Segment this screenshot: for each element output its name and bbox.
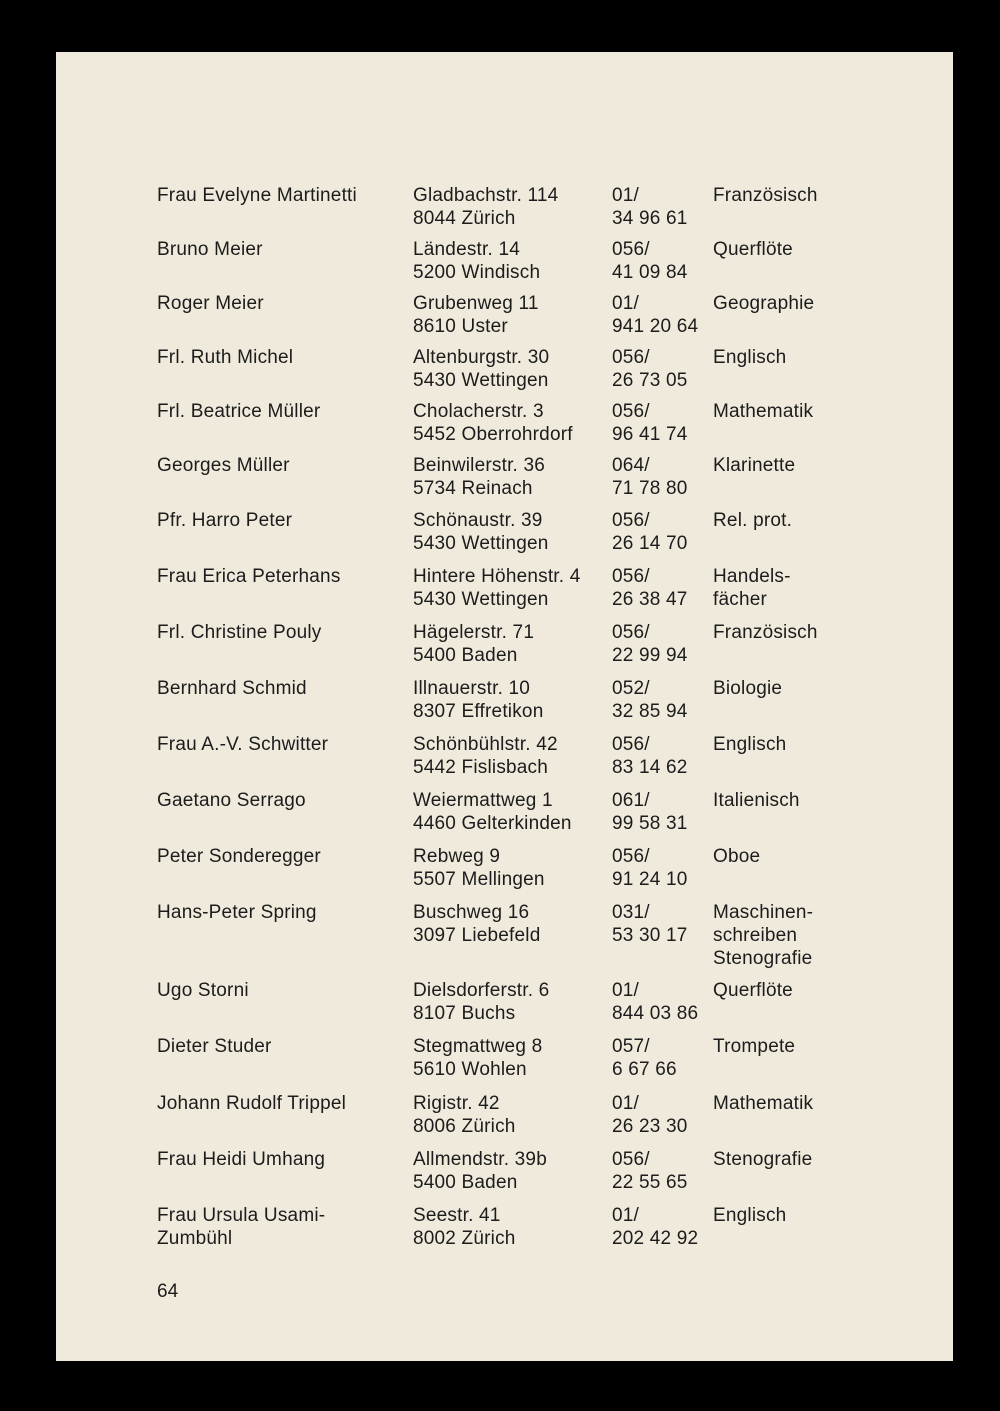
entry-name [157, 901, 317, 924]
entry-subject [713, 733, 786, 756]
entry-name-line: Pfr. Harro Peter [157, 510, 293, 531]
entry-subject-line: Mathematik [713, 401, 814, 422]
directory-entry [157, 238, 857, 292]
entry-subject-line: Rel. prot. [713, 510, 793, 531]
entry-address-line: Seestr. 41 [413, 1205, 501, 1226]
entry-name-line: Bruno Meier [157, 239, 263, 260]
directory-entry [157, 509, 857, 565]
entry-phone-line: 26 23 30 [612, 1116, 688, 1137]
entry-subject [713, 677, 782, 700]
entry-address-line: Rigistr. 42 [413, 1093, 500, 1114]
entry-phone-line: 41 09 84 [612, 262, 688, 283]
entry-phone-line: 064/ [612, 455, 650, 476]
entry-phone-line: 056/ [612, 1149, 650, 1170]
entry-address-line: 8107 Buchs [413, 1003, 516, 1024]
directory-entry [157, 1092, 857, 1148]
entry-phone-line: 91 24 10 [612, 869, 688, 890]
entry-name [157, 400, 320, 423]
entry-name [157, 845, 321, 868]
entry-phone-line: 22 55 65 [612, 1172, 688, 1193]
entry-name [157, 677, 307, 700]
entry-address-line: 8002 Zürich [413, 1228, 516, 1249]
entry-address-line: 5442 Fislisbach [413, 757, 549, 778]
entry-subject [713, 845, 760, 868]
entry-phone-line: 99 58 31 [612, 813, 688, 834]
directory-entry [157, 845, 857, 901]
directory-entry [157, 1204, 857, 1260]
entry-subject [713, 1148, 812, 1171]
entry-name [157, 1035, 272, 1058]
entry-name-line: Frau Heidi Umhang [157, 1149, 326, 1170]
entry-phone-line: 01/ [612, 980, 640, 1001]
entry-subject-line: Englisch [713, 734, 787, 755]
entry-name [157, 621, 322, 644]
entry-address [413, 565, 581, 611]
entry-address-line: Illnauerstr. 10 [413, 678, 531, 699]
entry-address-line: 5507 Mellingen [413, 869, 545, 890]
entry-subject [713, 901, 813, 970]
entry-address-line: Hintere Höhenstr. 4 [413, 566, 581, 587]
entry-address [413, 1035, 542, 1081]
entry-phone-line: 844 03 86 [612, 1003, 699, 1024]
entry-phone-line: 6 67 66 [612, 1059, 677, 1080]
entry-subject-line: Französisch [713, 622, 818, 643]
entry-address-line: 5200 Windisch [413, 262, 541, 283]
entry-name-line: Frau Ursula Usami- [157, 1205, 326, 1226]
entry-name [157, 1204, 325, 1250]
entry-phone [612, 1035, 677, 1081]
entry-name [157, 1092, 346, 1115]
directory-entry [157, 565, 857, 621]
entry-name [157, 292, 264, 315]
entry-address-line: Altenburgstr. 30 [413, 347, 550, 368]
entry-address [413, 901, 540, 947]
entry-phone-line: 32 85 94 [612, 701, 688, 722]
entry-address-line: Schönbühlstr. 42 [413, 734, 558, 755]
directory-entry [157, 292, 857, 346]
entry-address-line: 8307 Effretikon [413, 701, 544, 722]
entry-name [157, 509, 292, 532]
entry-phone-line: 061/ [612, 790, 650, 811]
entry-subject-line: schreiben [713, 925, 798, 946]
entry-address-line: 8006 Zürich [413, 1116, 516, 1137]
entry-subject [713, 1092, 813, 1115]
directory-entry [157, 621, 857, 677]
entry-address [413, 845, 545, 891]
entry-address [413, 346, 549, 392]
page-number: 64 [157, 1281, 179, 1302]
directory-entry [157, 733, 857, 789]
entry-subject-line: Trompete [713, 1036, 796, 1057]
entry-phone [612, 346, 688, 392]
entry-phone [612, 789, 688, 835]
entry-phone [612, 565, 688, 611]
entry-phone-line: 052/ [612, 678, 650, 699]
directory-entry [157, 1148, 857, 1204]
entry-subject-line: Klarinette [713, 455, 796, 476]
entry-phone [612, 184, 688, 230]
entry-name-line: Bernhard Schmid [157, 678, 307, 699]
entry-address-line: Beinwilerstr. 36 [413, 455, 546, 476]
directory-list [157, 184, 857, 1260]
entry-name [157, 238, 263, 261]
entry-address-line: 8044 Zürich [413, 208, 516, 229]
entry-phone-line: 056/ [612, 510, 650, 531]
entry-phone [612, 238, 688, 284]
entry-subject-line: Englisch [713, 1205, 787, 1226]
directory-entry [157, 789, 857, 845]
entry-name-line: Hans-Peter Spring [157, 902, 317, 923]
entry-phone-line: 056/ [612, 846, 650, 867]
entry-address [413, 292, 539, 338]
entry-address-line: 5734 Reinach [413, 478, 533, 499]
directory-entry [157, 677, 857, 733]
entry-address-line: Allmendstr. 39b [413, 1149, 547, 1170]
entry-phone-line: 01/ [612, 1093, 640, 1114]
entry-name [157, 454, 290, 477]
directory-entry [157, 454, 857, 509]
entry-address [413, 621, 534, 667]
entry-phone-line: 53 30 17 [612, 925, 688, 946]
entry-address-line: Grubenweg 11 [413, 293, 539, 314]
entry-subject [713, 184, 818, 207]
entry-phone-line: 96 41 74 [612, 424, 688, 445]
entry-phone-line: 26 38 47 [612, 589, 688, 610]
entry-phone [612, 292, 698, 338]
entry-name-line: Georges Müller [157, 455, 290, 476]
entry-address-line: 5400 Baden [413, 645, 518, 666]
entry-address [413, 454, 545, 500]
entry-subject-line: Querflöte [713, 239, 793, 260]
entry-subject [713, 565, 791, 611]
entry-phone-line: 83 14 62 [612, 757, 688, 778]
entry-address [413, 789, 572, 835]
entry-address-line: Cholacherstr. 3 [413, 401, 544, 422]
entry-phone [612, 677, 688, 723]
entry-name-line: Frau Erica Peterhans [157, 566, 341, 587]
entry-address-line: 5452 Oberrohrdorf [413, 424, 573, 445]
entry-address-line: 5400 Baden [413, 1172, 518, 1193]
entry-address-line: 5430 Wettingen [413, 533, 549, 554]
entry-subject-line: Stenografie [713, 1149, 813, 1170]
entry-subject [713, 1204, 786, 1227]
entry-phone [612, 1092, 688, 1138]
entry-phone-line: 056/ [612, 734, 650, 755]
entry-phone [612, 509, 688, 555]
entry-address [413, 733, 558, 779]
entry-name-line: Roger Meier [157, 293, 264, 314]
entry-subject-line: Querflöte [713, 980, 793, 1001]
entry-name-line: Frl. Christine Pouly [157, 622, 322, 643]
entry-address [413, 400, 573, 446]
entry-subject [713, 621, 818, 644]
entry-subject [713, 238, 793, 261]
entry-phone-line: 202 42 92 [612, 1228, 699, 1249]
directory-entry [157, 979, 857, 1035]
entry-subject [713, 509, 792, 532]
directory-entry [157, 346, 857, 400]
entry-address [413, 677, 543, 723]
entry-phone [612, 454, 688, 500]
entry-address-line: Ländestr. 14 [413, 239, 520, 260]
entry-address [413, 1148, 547, 1194]
entry-subject-line: Geographie [713, 293, 815, 314]
entry-name [157, 346, 293, 369]
entry-name-line: Frau A.-V. Schwitter [157, 734, 329, 755]
entry-address [413, 979, 549, 1025]
entry-address-line: 8610 Uster [413, 316, 508, 337]
entry-phone-line: 031/ [612, 902, 650, 923]
entry-address [413, 1092, 516, 1138]
entry-phone-line: 01/ [612, 185, 640, 206]
directory-entry [157, 1035, 857, 1092]
entry-phone-line: 26 14 70 [612, 533, 688, 554]
entry-phone [612, 621, 688, 667]
entry-subject-line: Maschinen- [713, 902, 814, 923]
entry-name-line: Ugo Storni [157, 980, 249, 1001]
entry-name [157, 565, 341, 588]
directory-entry [157, 901, 857, 979]
entry-name-line: Frau Evelyne Martinetti [157, 185, 357, 206]
entry-phone-line: 26 73 05 [612, 370, 688, 391]
entry-name [157, 1148, 325, 1171]
entry-phone [612, 979, 698, 1025]
entry-name [157, 184, 357, 207]
directory-entry [157, 400, 857, 454]
entry-address-line: 5610 Wohlen [413, 1059, 527, 1080]
entry-phone [612, 1148, 688, 1194]
entry-subject [713, 979, 793, 1002]
entry-phone-line: 056/ [612, 401, 650, 422]
entry-name-line: Peter Sonderegger [157, 846, 321, 867]
entry-phone-line: 941 20 64 [612, 316, 699, 337]
entry-subject-line: Englisch [713, 347, 787, 368]
entry-subject [713, 789, 800, 812]
entry-subject-line: Italienisch [713, 790, 800, 811]
directory-entry [157, 184, 857, 238]
entry-phone-line: 056/ [612, 566, 650, 587]
entry-address-line: Gladbachstr. 114 [413, 185, 559, 206]
entry-subject [713, 346, 786, 369]
entry-subject-line: Handels- [713, 566, 791, 587]
entry-phone-line: 22 99 94 [612, 645, 688, 666]
entry-name [157, 979, 249, 1002]
entry-phone [612, 1204, 698, 1250]
entry-phone-line: 34 96 61 [612, 208, 688, 229]
entry-name-line: Frl. Beatrice Müller [157, 401, 321, 422]
entry-address-line: 5430 Wettingen [413, 370, 549, 391]
entry-phone [612, 845, 688, 891]
entry-phone [612, 400, 688, 446]
entry-address-line: 4460 Gelterkinden [413, 813, 572, 834]
entry-phone-line: 057/ [612, 1036, 650, 1057]
entry-name-line: Dieter Studer [157, 1036, 272, 1057]
entry-phone-line: 01/ [612, 293, 640, 314]
entry-address [413, 1204, 516, 1250]
entry-address-line: Stegmattweg 8 [413, 1036, 543, 1057]
entry-address-line: 3097 Liebefeld [413, 925, 541, 946]
entry-subject [713, 292, 814, 315]
entry-address-line: Dielsdorferstr. 6 [413, 980, 550, 1001]
entry-name-line: Zumbühl [157, 1228, 233, 1249]
entry-name [157, 789, 306, 812]
entry-address [413, 184, 558, 230]
entry-address-line: Hägelerstr. 71 [413, 622, 535, 643]
entry-address [413, 238, 540, 284]
entry-name [157, 733, 328, 756]
entry-subject-line: Mathematik [713, 1093, 814, 1114]
entry-address-line: Rebweg 9 [413, 846, 501, 867]
entry-phone-line: 056/ [612, 622, 650, 643]
entry-phone-line: 01/ [612, 1205, 640, 1226]
entry-subject [713, 454, 795, 477]
entry-name-line: Frl. Ruth Michel [157, 347, 294, 368]
entry-address-line: 5430 Wettingen [413, 589, 549, 610]
entry-address-line: Schönaustr. 39 [413, 510, 543, 531]
entry-subject [713, 400, 813, 423]
entry-name-line: Gaetano Serrago [157, 790, 306, 811]
entry-subject-line: Biologie [713, 678, 783, 699]
entry-phone [612, 901, 688, 947]
entry-subject-line: Stenografie [713, 948, 813, 969]
entry-phone-line: 056/ [612, 347, 650, 368]
entry-subject-line: Französisch [713, 185, 818, 206]
entry-phone-line: 71 78 80 [612, 478, 688, 499]
entry-address-line: Weiermattweg 1 [413, 790, 553, 811]
entry-name-line: Johann Rudolf Trippel [157, 1093, 347, 1114]
entry-subject-line: Oboe [713, 846, 761, 867]
entry-subject-line: fächer [713, 589, 768, 610]
entry-address [413, 509, 549, 555]
entry-address-line: Buschweg 16 [413, 902, 530, 923]
entry-subject [713, 1035, 795, 1058]
entry-phone-line: 056/ [612, 239, 650, 260]
entry-phone [612, 733, 688, 779]
